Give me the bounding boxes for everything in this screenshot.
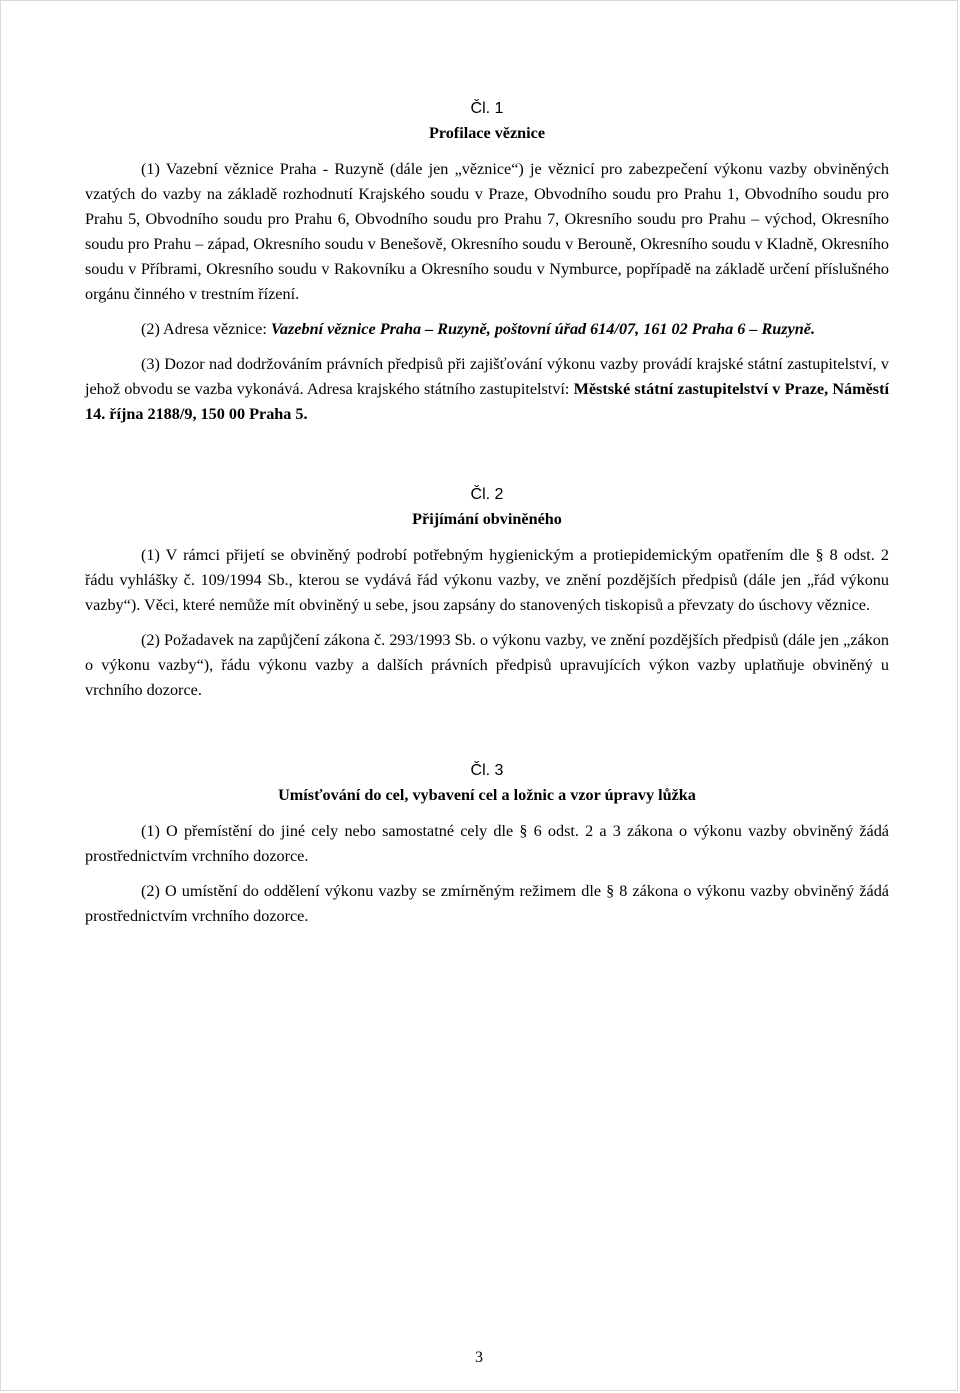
article-1-paragraph-2 bbox=[85, 317, 889, 342]
article-3-title: Umísťování do cel, vybavení cel a ložnic a vzor úpravy lůžka bbox=[278, 786, 696, 804]
article-1-title: Profilace věznice bbox=[428, 124, 546, 142]
article-3-paragraph-1: (1) O přemístění do jiné cely nebo samostatné cely dle § 6 odst. 2 a 3 zákona o výkonu vazby obviněný žádá prostřednictvím vrchního dozorce. bbox=[85, 822, 889, 865]
page-number: 3 bbox=[475, 1349, 483, 1366]
article-1-paragraph-3-prefix: (3) Dozor nad dodržováním právních předpisů při zajišťování výkonu vazby provádí krajské státní zastupitelství, v jehož obvodu se vazba vykonává. Adresa krajského státního zastupitelství: bbox=[85, 355, 889, 398]
article-2-number: Čl. 2 bbox=[470, 486, 504, 503]
prison-address: Vazební věznice Praha – Ruzyně, poštovní úřad 614/07, 161 02 Praha 6 – Ruzyně. bbox=[270, 320, 816, 338]
article-3-paragraph-2: (2) O umístění do oddělení výkonu vazby se zmírněným režimem dle § 8 zákona o výkonu vazby obviněný žádá prostřednictvím vrchního dozorce. bbox=[85, 882, 889, 925]
article-2-paragraph-2: (2) Požadavek na zapůjčení zákona č. 293/1993 Sb. o výkonu vazby, ve znění pozdějších předpisů (dále jen „zákon o výkonu vazby“), řádu výkonu vazby a dalších právních předpisů upravujících výkon vazby uplatňuje obviněný u vrchního dozorce. bbox=[85, 631, 889, 699]
article-1-paragraph-3 bbox=[85, 352, 889, 427]
article-1-paragraph-1: (1) Vazební věznice Praha - Ruzyně (dále jen „věznice“) je věznicí pro zabezpečení výkonu vazby obviněných vzatých do vazby na základě rozhodnutí Krajského soudu v Praze, Obvodního soudu pro Prahu 1, Obvodního soudu pro Prahu 5, Obvodního soudu pro Prahu 6, Obvodního soudu pro Prahu 7, Okresního soudu pro Prahu – východ, Okresního soudu pro Prahu – západ, Okresního soudu v Benešově, Okresního soudu v Berouně, Okresního soudu v Kladně, Okresního soudu v Příbrami, Okresního soudu v Rakovníku a Okresního soudu v Nymburce, popřípadě na základě určení příslušného orgánu činného v trestním řízení. bbox=[85, 160, 889, 303]
prosecutor-address: Městské státní zastupitelství v Praze, Náměstí 14. října 2188/9, 150 00 Praha 5. bbox=[85, 380, 889, 423]
article-1-paragraph-2-prefix: (2) Adresa věznice: bbox=[141, 320, 271, 338]
article-3-number: Čl. 3 bbox=[470, 762, 504, 779]
article-2-paragraph-1: (1) V rámci přijetí se obviněný podrobí potřebným hygienickým a protiepidemickým opatřením dle § 8 odst. 2 řádu vyhlášky č. 109/1994 Sb., kterou se vydává řád výkonu vazby, ve znění pozdějších předpisů (dále jen „řád výkonu vazby“). Věci, které nemůže mít obviněný u sebe, jsou zapsány do stanovených tiskopisů a převzaty do úschovy věznice. bbox=[85, 546, 889, 614]
article-1-number: Čl. 1 bbox=[470, 100, 504, 117]
document-body bbox=[85, 85, 889, 929]
article-2-title: Přijímání obviněného bbox=[412, 510, 562, 528]
